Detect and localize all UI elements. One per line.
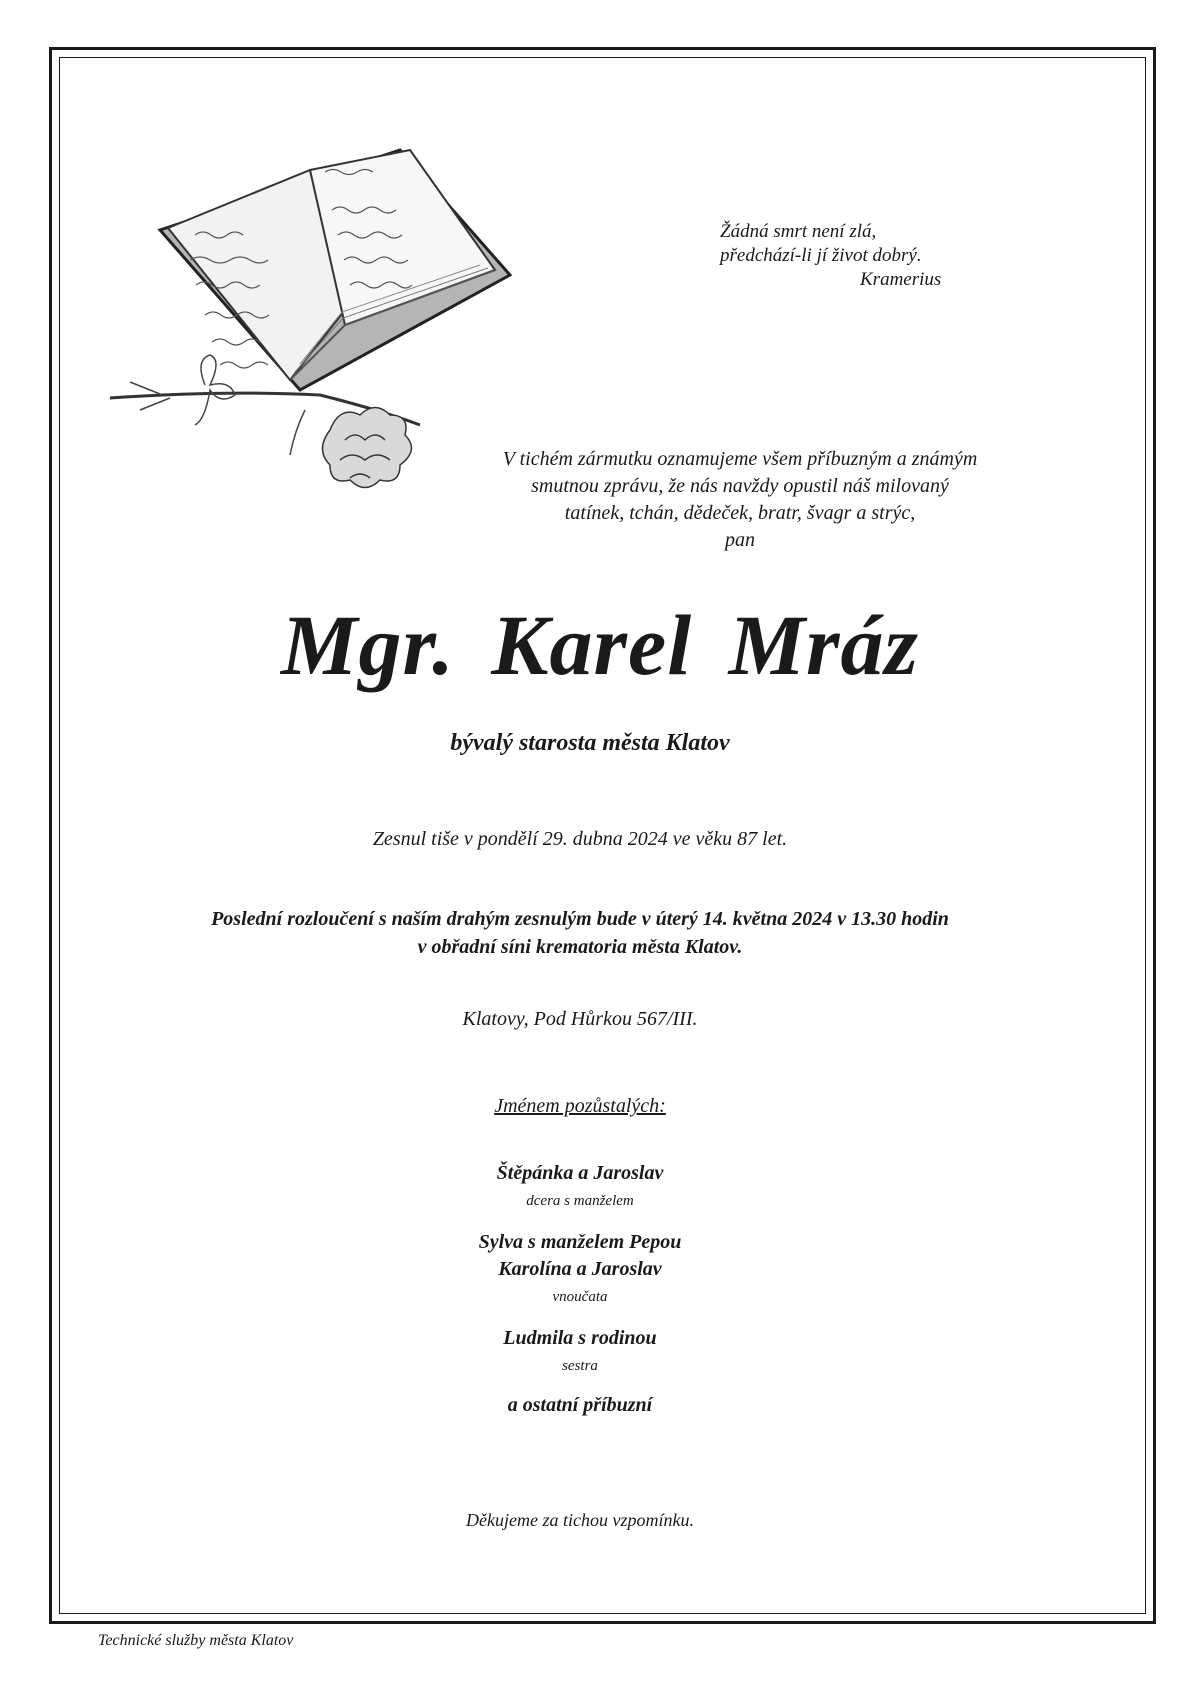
mourner-names: Sylva s manželem Pepou <box>478 1231 682 1253</box>
mourner-names: Štěpánka a Jaroslav <box>496 1162 664 1184</box>
on-behalf-label: Jménem pozůstalých: <box>494 1095 666 1117</box>
other-relatives: a ostatní příbuzní <box>507 1394 653 1416</box>
thanks-note: Děkujeme za tichou vzpomínku. <box>466 1510 694 1530</box>
announcement <box>440 446 1040 554</box>
farewell-info <box>0 905 1160 961</box>
mourner-group <box>0 1325 1160 1376</box>
quote-line-2: předchází-li jí život dobrý. <box>720 245 922 266</box>
quote-line-1: Žádná smrt není zlá, <box>720 221 877 242</box>
footer-issuer: Technické služby města Klatov <box>98 1632 294 1649</box>
mourner-relation: vnoučata <box>552 1289 608 1305</box>
quote-author: Kramerius <box>860 269 942 290</box>
mourner-names: Karolína a Jaroslav <box>498 1258 662 1280</box>
mourner-group <box>0 1160 1160 1211</box>
mourner-relation: sestra <box>562 1358 598 1374</box>
farewell-line-1: Poslední rozloučení s naším drahým zesnulým bude v úterý 14. května 2024 v 13.30 hodin <box>211 908 949 930</box>
announcement-line-1: V tichém zármutku oznamujeme všem příbuzným a známým <box>502 448 978 470</box>
deceased-name: Mgr. Karel Mráz <box>281 597 919 693</box>
death-notice: Zesnul tiše v pondělí 29. dubna 2024 ve věku 87 let. <box>372 828 788 850</box>
announcement-line-2: smutnou zprávu, že nás navždy opustil náš milovaný <box>531 475 949 497</box>
mourner-names: Ludmila s rodinou <box>503 1327 657 1349</box>
farewell-line-2: v obřadní síni krematoria města Klatov. <box>417 936 743 958</box>
epigraph-quote <box>720 220 1040 292</box>
address: Klatovy, Pod Hůrkou 567/III. <box>462 1008 698 1030</box>
announcement-line-4: pan <box>725 529 755 551</box>
mourner-group <box>0 1229 1160 1307</box>
deceased-title: bývalý starosta města Klatov <box>450 730 730 756</box>
mourners-list <box>0 1160 1160 1417</box>
mourner-relation: dcera s manželem <box>526 1193 634 1209</box>
announcement-line-3: tatínek, tchán, dědeček, bratr, švagr a strýc, <box>564 502 916 524</box>
